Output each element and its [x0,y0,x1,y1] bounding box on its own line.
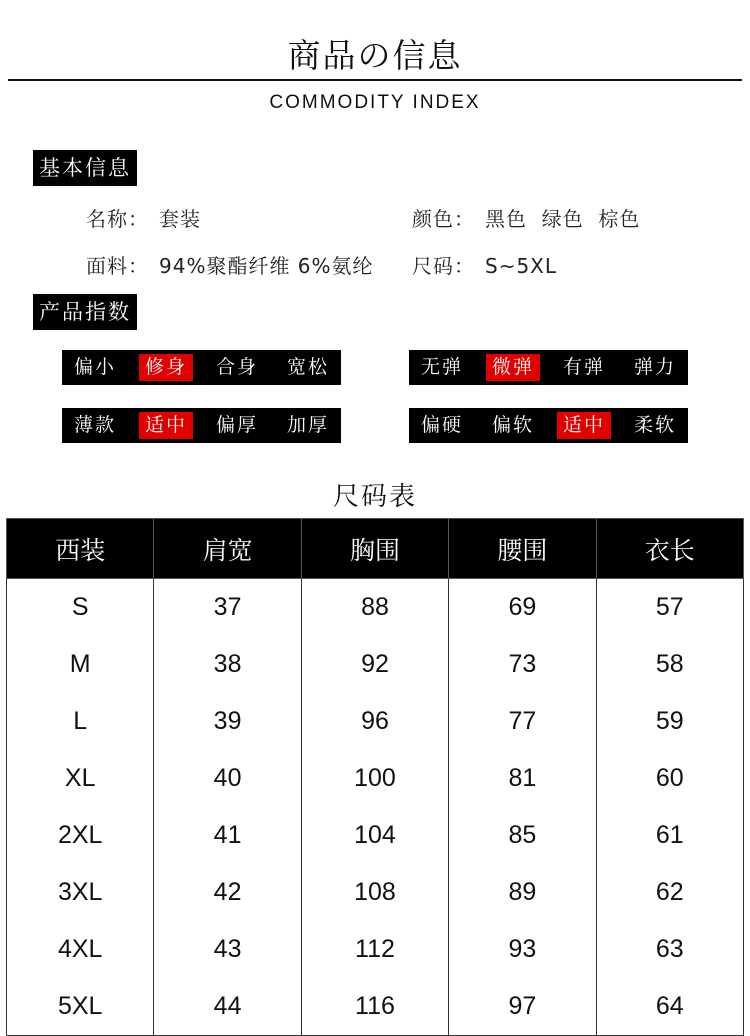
table-row [7,921,744,978]
table-cell: 81 [449,750,596,807]
table-row [7,807,744,864]
info-name-key: 名称： [86,207,149,231]
table-cell: 77 [449,693,596,750]
table-cell: 62 [596,864,743,921]
info-color-value: 黑色 绿色 棕色 [485,207,641,231]
table-cell: 69 [449,579,596,637]
page-subtitle: COMMODITY INDEX [269,92,481,113]
size-chart-table [6,518,744,1036]
table-cell: 39 [154,693,301,750]
page-title: 商品の信息 [287,36,463,75]
info-name [86,203,201,232]
info-color [412,203,640,232]
size-chart-header-row [7,519,744,579]
table-cell: 73 [449,636,596,693]
table-cell: 89 [449,864,596,921]
table-cell: 92 [301,636,448,693]
table-cell: 104 [301,807,448,864]
table-cell: 61 [596,807,743,864]
table-cell: L [7,693,154,750]
thickness-option: 偏厚 [215,414,258,436]
softness-option: 偏软 [491,414,534,436]
info-size-value: S~5XL [485,254,558,278]
table-cell: 41 [154,807,301,864]
table-cell: 42 [154,864,301,921]
table-cell: 100 [301,750,448,807]
thickness-option: 适中 [139,412,193,439]
table-row [7,978,744,1036]
table-row [7,750,744,807]
table-cell: 96 [301,693,448,750]
size-chart-title: 尺码表 [332,482,417,512]
stretch-scale [409,350,688,385]
thickness-scale [62,408,341,443]
thickness-option: 加厚 [286,414,329,436]
table-cell: 97 [449,978,596,1036]
table-cell: 88 [301,579,448,637]
table-cell: 2XL [7,807,154,864]
fit-option: 合身 [215,356,258,378]
table-cell: 43 [154,921,301,978]
info-name-value: 套装 [159,207,201,231]
table-cell: 3XL [7,864,154,921]
size-chart-body [7,579,744,1036]
table-cell: 38 [154,636,301,693]
table-cell: 37 [154,579,301,637]
softness-scale [409,408,688,443]
table-row [7,864,744,921]
info-fabric-value: 94%聚酯纤维 6%氨纶 [159,254,374,278]
thickness-option: 薄款 [74,414,117,436]
info-size [412,250,557,279]
table-cell: 63 [596,921,743,978]
title-divider [8,79,742,81]
table-cell: M [7,636,154,693]
table-cell: 112 [301,921,448,978]
table-cell: 93 [449,921,596,978]
table-row [7,636,744,693]
size-chart-header-cell: 衣长 [596,519,743,579]
table-cell: 58 [596,636,743,693]
size-chart-header-cell: 西装 [7,519,154,579]
softness-option: 适中 [557,412,611,439]
table-cell: 5XL [7,978,154,1036]
table-cell: 108 [301,864,448,921]
softness-option: 偏硬 [421,414,464,436]
product-index-label: 产品指数 [33,294,137,330]
fit-scale [62,350,341,385]
info-fabric-key: 面料： [86,254,149,278]
table-cell: 40 [154,750,301,807]
fit-option: 宽松 [286,356,329,378]
stretch-option: 有弹 [562,356,605,378]
fit-option: 偏小 [74,356,117,378]
info-fabric [86,250,374,279]
table-cell: 4XL [7,921,154,978]
table-cell: 60 [596,750,743,807]
table-cell: 85 [449,807,596,864]
table-cell: XL [7,750,154,807]
table-cell: S [7,579,154,637]
stretch-option: 弹力 [633,356,676,378]
size-chart-header-cell: 胸围 [301,519,448,579]
stretch-option: 微弹 [486,354,540,381]
table-row [7,579,744,637]
table-cell: 44 [154,978,301,1036]
stretch-option: 无弹 [421,356,464,378]
table-row [7,693,744,750]
info-size-key: 尺码： [412,254,475,278]
table-cell: 59 [596,693,743,750]
info-color-key: 颜色： [412,207,475,231]
table-cell: 57 [596,579,743,637]
size-chart-header-cell: 腰围 [449,519,596,579]
table-cell: 116 [301,978,448,1036]
fit-option: 修身 [139,354,193,381]
softness-option: 柔软 [633,414,676,436]
size-chart-header-cell: 肩宽 [154,519,301,579]
table-cell: 64 [596,978,743,1036]
basic-info-label: 基本信息 [33,150,137,186]
